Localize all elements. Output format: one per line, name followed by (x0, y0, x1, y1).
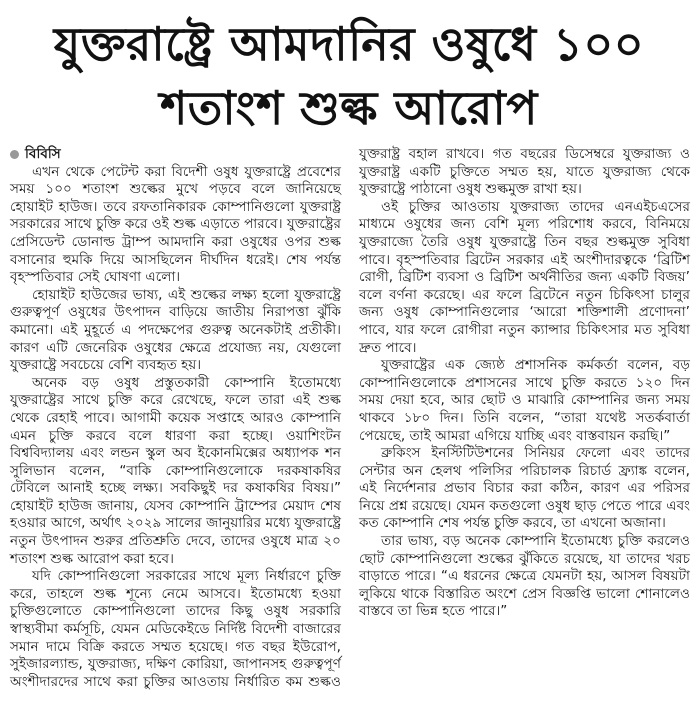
source-byline (10, 146, 341, 164)
source-name: বিবিসি (25, 146, 61, 162)
paragraph: ব্রুকিংস ইনস্টিটিউশনের সিনিয়র ফেলো এবং তাদের সেন্টার অন হেলথ পলিসির পরিচালক রিচার্ড ফ্র্যাঙ্ক বলেন, এই নির্দেশনার প্রভাব বিচার করা কঠিন, কারণ এর পরিসর নিয়ে প্রশ্ন রয়েছে। যেমন কতগুলো ওষুধ ছাড় পেতে পারে এবং কত কোম্পানি শেষ পর্যন্ত চুক্তি করবে, তা এখনো অজানা। (359, 445, 690, 532)
paragraph: তার ভাষ্য, বড় অনেক কোম্পানি ইতোমধ্যে চুক্তি করলেও ছোট কোম্পানিগুলো শুল্কের ঝুঁকিতে রয়েছে, যা তাদের খরচ বাড়াতে পারে। “এ ধরনের ক্ষেত্রে যেমনটা হয়, আসল বিষয়টা লুকিয়ে থাকে বিস্তারিত অংশে প্রেস বিজ্ঞপ্তি ভালো শোনালেও বাস্তবে তা ভিন্ন হতে পারে।” (359, 533, 690, 620)
paragraph: ওই চুক্তির আওতায় যুক্তরাজ্য তাদের এনএইচএসের মাধ্যমে ওষুধের জন্য বেশি মূল্য পরিশোধ করবে, বিনিময়ে যুক্তরাজ্যে তৈরি ওষুধ যুক্তরাষ্ট্রে তিন বছর শুল্কমুক্ত সুবিধা পাবে। বৃহস্পতিবার ব্রিটেন সরকার এই অংশীদারত্বকে ‘ব্রিটিশ রোগী, ব্রিটিশ ব্যবসা ও ব্রিটিশ অর্থনীতির জন্য একটি বিজয়’ বলে বর্ণনা করেছে। এর ফলে ব্রিটেনে নতুন চিকিৎসা চালুর জন্য ওষুধ কোম্পানিগুলোর ‘আরো শক্তিশালী প্রণোদনা’ পাবে, যার ফলে রোগীরা নতুন ক্যান্সার চিকিৎসার মত সুবিধা দ্রুত পাবে। (359, 198, 690, 356)
paragraph: অনেক বড় ওষুধ প্রস্তুতকারী কোম্পানি ইতোমধ্যে যুক্তরাষ্ট্রের সাথে চুক্তি করে রেখেছে, ফলে তারা এই শুল্ক থেকে রেহাই পাবে। আগামী কয়েক সপ্তাহে আরও কোম্পানি এমন চুক্তি করবে বলে ধারণা করা হচ্ছে। ওয়াশিংটন বিশ্ববিদ্যালয় এবং লন্ডন স্কুল অব ইকোনমিক্সের অধ্যাপক শন সুলিভান বলেন, “বাকি কোম্পানিগুলোকে দরকষাকষির টেবিলে আনাই হচ্ছে লক্ষ্য। সবকিছুই দর কষাকষির বিষয়।” হোয়াইট হাউজ জানায়, যেসব কোম্পানি ট্রাম্পের মেয়াদ শেষ হওয়ার আগে, অর্থাৎ ২০২৯ সালের জানুয়ারির মধ্যে যুক্তরাষ্ট্রে নতুন উৎপাদন শুরুর প্রতিশ্রুতি দেবে, তাদের ওষুধে মাত্র ২০ শতাংশ শুল্ক আরোপ করা হবে। (10, 374, 341, 567)
bullet-icon (10, 150, 19, 159)
paragraph: হোয়াইট হাউজের ভাষ্য, এই শুল্কের লক্ষ্য হলো যুক্তরাষ্ট্রে গুরুত্বপূর্ণ ওষুধের উৎপাদন বাড়িয়ে জাতীয় নিরাপত্তা ঝুঁকি কমানো। এই মুহূর্তে এ পদক্ষেপের গুরুত্ব অনেকটাই প্রতীকী। কারণ এটি জেনেরিক ওষুধের ক্ষেত্রে প্রযোজ্য নয়, যেগুলো যুক্তরাষ্ট্রে সবচেয়ে বেশি ব্যবহৃত হয়। (10, 286, 341, 374)
article-body (10, 146, 690, 706)
paragraph: যদি কোম্পানিগুলো সরকারের সাথে মূল্য নির্ধারণে চুক্তি করে, তাহলে শুল্ক শূন্যে নেমে আসবে। ইতোমধ্যে হওয়া চুক্তিগুলোতে কোম্পানিগুলো তাদের কিছু ওষুধ সরকারি স্বাস্থ্যবীমা কর্মসূচি, যেমন মেডিকেইডে নির্দিষ্ট বিদেশী বাজারের সমান দামে বিক্রি করতে সম্মত হয়েছে। গত বছর ইউরোপ, সুইজারল্যান্ড, যুক্তরাজ্য, দক্ষিণ কোরিয়া, জাপানসহ গুরুত্বপূর্ণ অংশীদারদের সাথে করা চুক্তির আওতায় নির্ধারিত কম শুল্কও যুক্তরাষ্ট্র বহাল রাখবে। গত বছরের ডিসেম্বরে যুক্তরাজ্য ও যুক্তরাষ্ট্র একটি চুক্তিতে সম্মত হয়, যাতে যুক্তরাজ্য থেকে যুক্তরাষ্ট্রে পাঠানো ওষুধ শুল্কমুক্ত রাখা হয়। (10, 146, 690, 690)
headline-line-1: যুক্তরাষ্ট্রে আমদানির ওষুধে ১০০ (53, 17, 645, 71)
headline-line-2: শতাংশ শুল্ক আরোপ (160, 81, 538, 135)
paragraph: যুক্তরাষ্ট্রের এক জ্যেষ্ঠ প্রশাসনিক কর্মকর্তা বলেন, বড় কোম্পানিগুলোকে প্রশাসনের সাথে চুক্তি করতে ১২০ দিন সময় দেয়া হবে, আর ছোট ও মাঝারি কোম্পানির জন্য সময় থাকবে ১৮০ দিন। তিনি বলেন, “তারা যথেষ্ট সতর্কবার্তা পেয়েছে, তাই আমরা এগিয়ে যাচ্ছি এবং বাস্তবায়ন করছি।” (359, 357, 690, 444)
paragraph: এখন থেকে পেটেন্ট করা বিদেশী ওষুধ যুক্তরাষ্ট্রে প্রবেশের সময় ১০০ শতাংশ শুল্কের মুখে পড়বে বলে জানিয়েছে হোয়াইট হাউজ। তবে রফতানিকারক কোম্পানিগুলো যুক্তরাষ্ট্র সরকারের সাথে চুক্তি করে ওই শুল্ক এড়াতে পারবে। যুক্তরাষ্ট্রের প্রেসিডেন্ট ডোনাল্ড ট্রাম্প আমদানি করা ওষুধের ওপর শুল্ক বসানোর হুমকি দিয়ে আসছিলেন দীর্ঘদিন ধরেই। শেষ পর্যন্ত বৃহস্পতিবার সেই ঘোষণা এলো। (10, 163, 341, 286)
headline (0, 0, 698, 140)
